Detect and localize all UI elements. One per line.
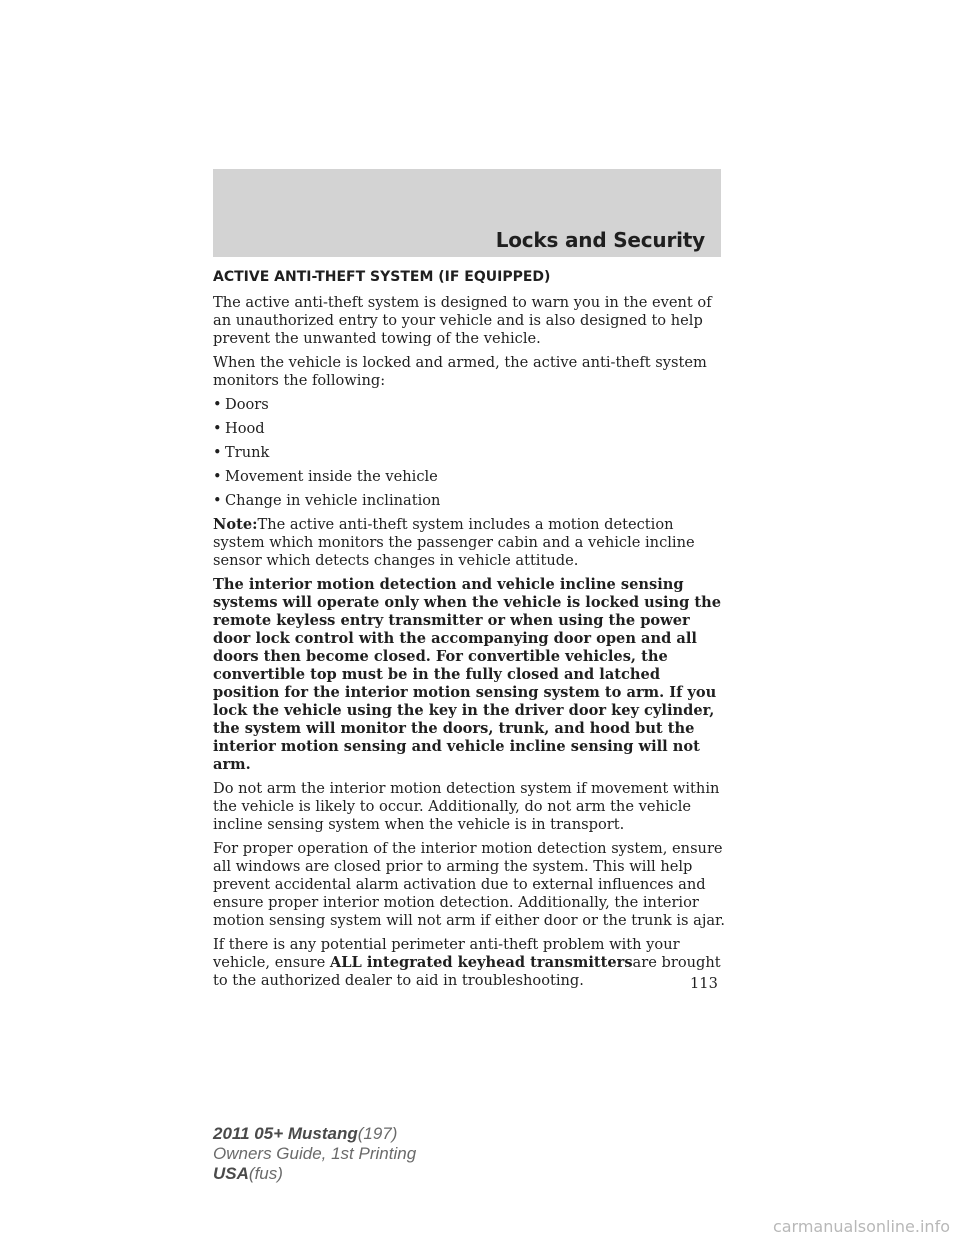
watermark: carmanualsonline.info — [772, 1217, 950, 1236]
monitored-items-list — [213, 396, 728, 510]
intro-paragraph: The active anti-theft system is designed to warn you in the event of an unauthorized entry to your vehicle and is also designed to help prevent the unwanted towing of the vehicle. — [213, 294, 712, 347]
list-item: • Hood — [213, 420, 265, 437]
section-heading: ACTIVE ANTI-THEFT SYSTEM (IF EQUIPPED) — [213, 269, 551, 285]
page-number: 113 — [690, 975, 718, 992]
note-text: The active anti-theft system includes a motion detection system which monitors the passenger cabin and a vehicle incline sensor which detects changes in vehicle attitude. — [213, 516, 695, 569]
header-band — [213, 169, 721, 257]
page-section-title: Locks and Security — [495, 228, 705, 252]
list-item: • Trunk — [213, 444, 270, 461]
bullet-icon: • — [213, 396, 222, 413]
windows-paragraph: For proper operation of the interior motion detection system, ensure all windows are closed prior to arming the system. This will help prevent accidental alarm activation due to external influences and ensure proper interior motion detection. Additionally, the interior motion sensing system will not arm if either door or the trunk is ajar. — [213, 840, 726, 929]
print-footer: 2011 05+ Mustang(197) Owners Guide, 1st Printing USA(fus) — [213, 1124, 417, 1183]
dealer-bold-text: ALL integrated keyhead transmitters — [329, 954, 633, 971]
bullet-icon: • — [213, 420, 222, 437]
bullet-icon: • — [213, 444, 222, 461]
list-item: • Change in vehicle inclination — [213, 492, 441, 509]
list-item: • Doors — [213, 396, 269, 413]
list-item: • Movement inside the vehicle — [213, 468, 438, 485]
note-label: Note: — [213, 516, 258, 533]
page-content — [213, 268, 728, 996]
note-paragraph — [213, 516, 728, 570]
transport-paragraph: Do not arm the interior motion detection system if movement within the vehicle is likely to occur. Additionally, do not arm the vehicle incline sensing system when the vehicle is in transport. — [213, 780, 720, 833]
bullet-icon: • — [213, 492, 222, 509]
dealer-paragraph: If there is any potential perimeter anti-theft problem with your vehicle, ensure ALL integrated keyhead transmittersare brought to the authorized dealer to aid in troubleshooting. — [213, 936, 721, 989]
warning-paragraph: The interior motion detection and vehicle incline sensing systems will operate only when the vehicle is locked using the remote keyless entry transmitter or when using the power door lock control with the accompanying door open and all doors then become closed. For convertible vehicles, the convertible top must be in the fully closed and latched position for the interior motion sensing system to arm. If you lock the vehicle using the key in the driver door key cylinder, the system will monitor the doors, trunk, and hood but the interior motion sensing and vehicle incline sensing will not arm. — [213, 576, 722, 773]
bullet-icon: • — [213, 468, 222, 485]
monitor-intro-paragraph: When the vehicle is locked and armed, the active anti-theft system monitors the following: — [213, 354, 707, 389]
